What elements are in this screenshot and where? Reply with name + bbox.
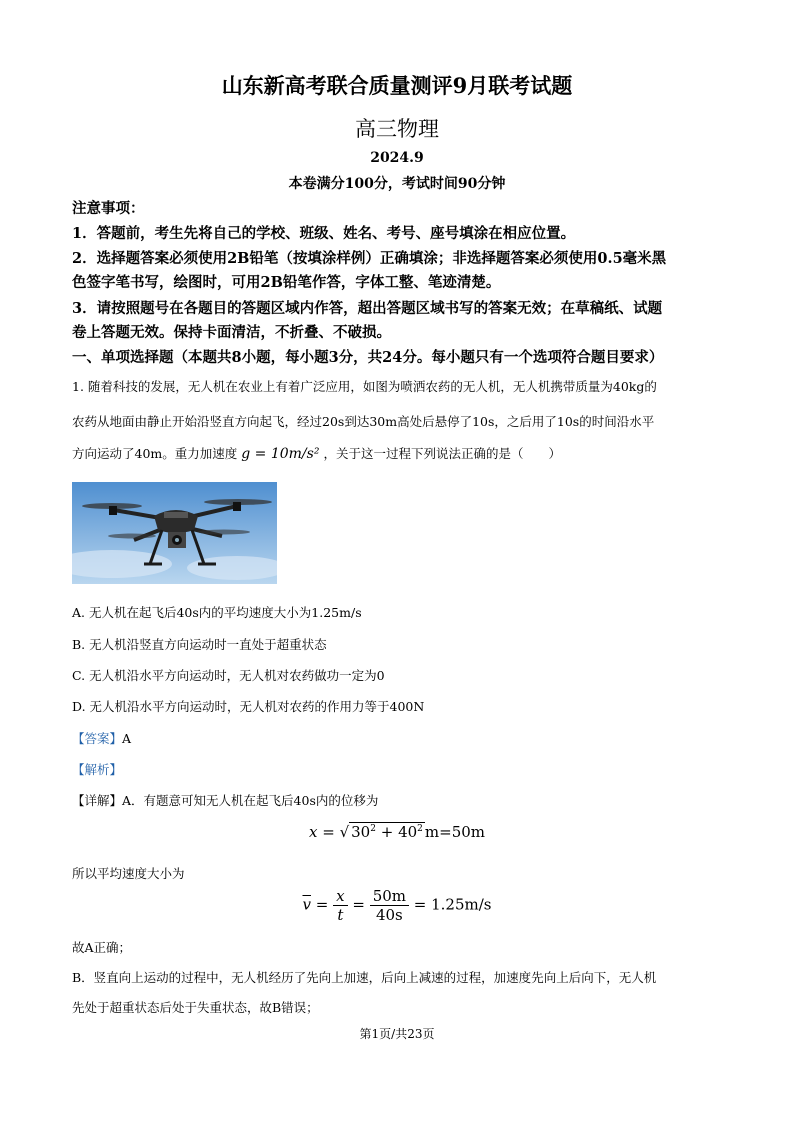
eq2-rhs: 1.25m/s [431, 895, 492, 914]
detail-line [72, 791, 724, 809]
eq1-lhs: x [308, 823, 318, 841]
equation-displacement: x = √ $30^2 + 40^2$ m=50m [308, 823, 486, 841]
eq1-radicand: $30^2 + 40^2$ [351, 823, 423, 841]
eq2-den1: t [337, 906, 344, 924]
q1-stem-text-b: ，关于这一过程下列说法正确的是（ ） [323, 446, 561, 461]
eq1-rhs: m=50m [424, 823, 486, 841]
sqrt-symbol: √ [339, 823, 350, 841]
eq2-num2: 50m [370, 887, 409, 906]
answer-line [72, 729, 724, 747]
detail-text: A．有题意可知无人机在起飞后40s内的位移为 [122, 793, 379, 808]
option-c: C. 无人机沿水平方向运动时，无人机对农药做功一定为0 [72, 668, 385, 683]
detail-label: 【详解】 [72, 793, 123, 808]
notice-item-3b: 卷上答题无效。保持卡面清洁，不折叠、不破损。 [72, 324, 391, 341]
option-d: D. 无人机沿水平方向运动时，无人机对农药的作用力等于400N [72, 699, 425, 714]
q1-stem-line3 [72, 444, 724, 462]
notice-heading: 注意事项： [72, 200, 145, 217]
analysis-label: 【解析】 [72, 762, 123, 777]
eq1-rad-b: 40 [398, 823, 418, 841]
drone-image [72, 482, 277, 584]
q1-stem-text-a: 方向运动了40m。重力加速度 [72, 446, 238, 461]
answer-label: 【答案】 [72, 731, 123, 746]
fraction-50m-over-40s [370, 887, 409, 924]
avg-velocity-text: 所以平均速度大小为 [72, 866, 185, 881]
exam-title: 山东新高考联合质量测评9月联考试题 [221, 73, 573, 98]
eq1-rad-a: 30 [351, 823, 371, 841]
exam-subject: 高三物理 [355, 117, 439, 141]
notice-item-2b: 色签字笔书写，绘图时，可用2B铅笔作答，字体工整、笔迹清楚。 [72, 274, 501, 291]
option-b-analysis-line2: 先处于超重状态后处于失重状态，故B错误； [72, 1000, 319, 1015]
notice-item-2a: 2．选择题答案必须使用2B铅笔（按填涂样例）正确填涂；非选择题答案必须使用0.5毫米黑 [72, 250, 667, 267]
eq2-den2: 40s [375, 906, 403, 924]
exam-info: 本卷满分100分，考试时间90分钟 [288, 176, 506, 192]
q1-stem-line2: 农药从地面由静止开始沿竖直方向起飞，经过20s到达30m高处后悬停了10s，之后用了10s的时间沿水平 [72, 414, 655, 429]
option-b-analysis-line1: B．竖直向上运动的过程中，无人机经历了先向上加速，后向上减速的过程，加速度先向上后向下，无人机 [72, 970, 657, 985]
exam-date: 2024.9 [370, 150, 424, 166]
q1-stem-line1: 1. 随着科技的发展，无人机在农业上有着广泛应用，如图为喷洒农药的无人机，无人机携带质量为40kg的 [72, 379, 657, 394]
option-a: A. 无人机在起飞后40s内的平均速度大小为1.25m/s [72, 605, 362, 620]
option-b: B. 无人机沿竖直方向运动时一直处于超重状态 [72, 637, 327, 652]
conclusion-a: 故A正确； [72, 940, 132, 955]
notice-item-3a: 3．请按照题号在各题目的答题区域内作答，超出答题区域书写的答案无效；在草稿纸、试题 [72, 300, 663, 317]
section-heading: 一、单项选择题（本题共8小题，每小题3分，共24分。每小题只有一个选项符合题目要求） [72, 349, 664, 366]
eq2-num1: x [333, 887, 347, 906]
gravity-formula: g = 10m/s² [241, 446, 320, 462]
eq2-lhs: $\overline{v}$ [302, 895, 311, 914]
fraction-x-over-t [333, 887, 347, 924]
answer-value: A [122, 731, 132, 746]
page-number: 第1页/共23页 [359, 1027, 435, 1041]
notice-item-1: 1．答题前，考生先将自己的学校、班级、姓名、考号、座号填涂在相应位置。 [72, 225, 576, 242]
equation-average-velocity: $\overline{v}$ = $\frac{x}{t}$ = $\frac{50m}{40s}$ = 1.25m/s [302, 887, 492, 924]
